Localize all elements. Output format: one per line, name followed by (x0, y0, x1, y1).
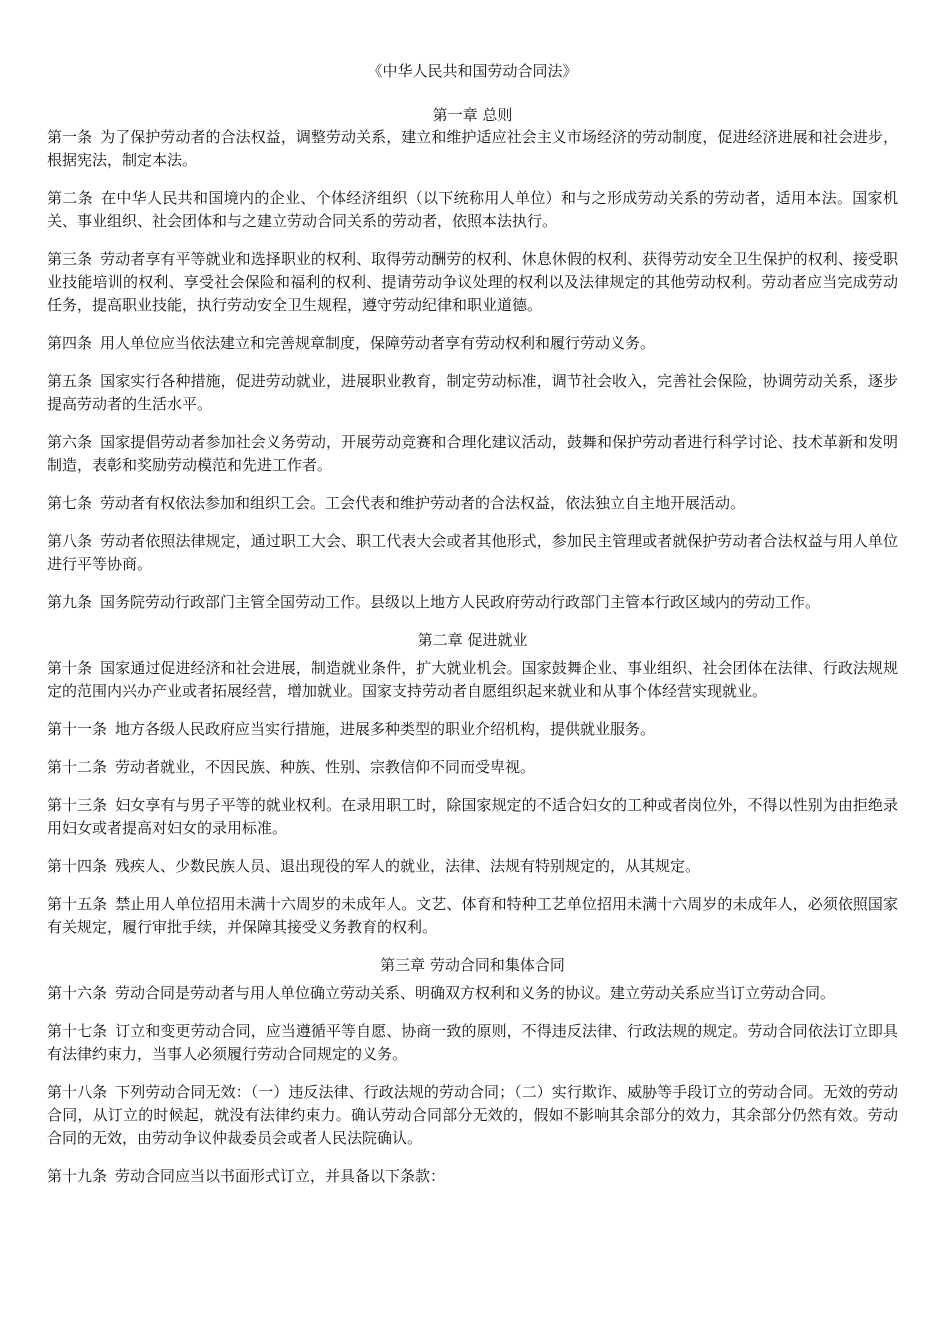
article-text: 地方各级人民政府应当实行措施，进展多种类型的职业介绍机构，提供就业服务。 (115, 720, 656, 738)
article-14 (47, 855, 898, 878)
article-16 (47, 982, 898, 1005)
article-number: 第十二条 (47, 758, 108, 776)
article-10 (47, 657, 898, 703)
article-17 (47, 1020, 898, 1066)
article-19 (47, 1165, 898, 1188)
article-number: 第八条 (47, 532, 93, 550)
article-11 (47, 718, 898, 741)
article-number: 第九条 (47, 593, 93, 611)
article-text: 为了保护劳动者的合法权益，调整劳动关系，建立和维护适应社会主义市场经济的劳动制度，促进经济进展和社会进步，根据宪法，制定本法。 (47, 128, 898, 169)
article-text: 国家实行各种措施，促进劳动就业，进展职业教育，制定劳动标准，调节社会收入，完善社会保险，协调劳动关系，逐步提高劳动者的生活水平。 (47, 372, 898, 413)
article-number: 第十四条 (47, 857, 108, 875)
chapter-title-3: 第三章 劳动合同和集体合同 (380, 956, 565, 974)
article-6 (47, 431, 898, 477)
article-number: 第十六条 (47, 984, 108, 1002)
article-text: 妇女享有与男子平等的就业权利。在录用职工时，除国家规定的不适合妇女的工种或者岗位外，不得以性别为由拒绝录用妇女或者提高对妇女的录用标准。 (47, 796, 898, 837)
article-15 (47, 893, 898, 939)
article-3 (47, 248, 898, 317)
article-number: 第十九条 (47, 1167, 108, 1185)
article-text: 下列劳动合同无效：（一）违反法律、行政法规的劳动合同；（二）实行欺诈、威胁等手段订立的劳动合同。无效的劳动合同，从订立的时候起，就没有法律约束力。确认劳动合同部分无效的，假如不影响其余部分的效力，其余部分仍然有效。劳动合同的无效，由劳动争议仲裁委员会或者人民法院确认。 (47, 1083, 898, 1147)
article-text: 劳动者有权依法参加和组织工会。工会代表和维护劳动者的合法权益，依法独立自主地开展活动。 (100, 494, 746, 512)
article-number: 第六条 (47, 433, 93, 451)
article-number: 第四条 (47, 334, 93, 352)
article-1 (47, 126, 898, 172)
article-5 (47, 370, 898, 416)
article-text: 在中华人民共和国境内的企业、个体经济组织（以下统称用人单位）和与之形成劳动关系的劳动者，适用本法。国家机关、事业组织、社会团体和与之建立劳动合同关系的劳动者，依照本法执行。 (47, 189, 898, 230)
article-number: 第十八条 (47, 1083, 108, 1101)
article-9 (47, 591, 898, 614)
article-number: 第七条 (47, 494, 93, 512)
article-text: 劳动合同是劳动者与用人单位确立劳动关系、明确双方权利和义务的协议。建立劳动关系应当订立劳动合同。 (115, 984, 836, 1002)
article-text: 用人单位应当依法建立和完善规章制度，保障劳动者享有劳动权利和履行劳动义务。 (100, 334, 656, 352)
article-text: 劳动合同应当以书面形式订立，并具备以下条款： (115, 1167, 446, 1185)
chapter-title-2: 第二章 促进就业 (417, 631, 528, 649)
article-number: 第五条 (47, 372, 93, 390)
article-number: 第十一条 (47, 720, 108, 738)
article-text: 国务院劳动行政部门主管全国劳动工作。县级以上地方人民政府劳动行政部门主管本行政区域内的劳动工作。 (100, 593, 821, 611)
article-4 (47, 332, 898, 355)
article-text: 国家通过促进经济和社会进展，制造就业条件，扩大就业机会。国家鼓舞企业、事业组织、社会团体在法律、行政法规规定的范围内兴办产业或者拓展经营，增加就业。国家支持劳动者自愿组织起来就业和从事个体经营实现就业。 (47, 659, 898, 700)
article-number: 第十条 (47, 659, 93, 677)
article-number: 第十七条 (47, 1022, 108, 1040)
chapter-title-1: 第一章 总则 (432, 106, 513, 124)
article-text: 国家提倡劳动者参加社会义务劳动，开展劳动竞赛和合理化建议活动，鼓舞和保护劳动者进行科学讨论、技术革新和发明制造，表彰和奖励劳动模范和先进工作者。 (47, 433, 898, 474)
article-number: 第一条 (47, 128, 93, 146)
article-number: 第十三条 (47, 796, 108, 814)
article-2 (47, 187, 898, 233)
article-12 (47, 756, 898, 779)
article-number: 第三条 (47, 250, 93, 268)
article-18 (47, 1081, 898, 1150)
article-text: 劳动者就业，不因民族、种族、性别、宗教信仰不同而受卑视。 (115, 758, 536, 776)
article-text: 禁止用人单位招用未满十六周岁的未成年人。文艺、体育和特种工艺单位招用未满十六周岁的未成年人，必须依照国家有关规定，履行审批手续，并保障其接受义务教育的权利。 (47, 895, 898, 936)
document-title: 《中华人民共和国劳动合同法》 (367, 62, 578, 80)
article-text: 残疾人、少数民族人员、退出现役的军人的就业，法律、法规有特别规定的，从其规定。 (115, 857, 701, 875)
article-text: 劳动者依照法律规定，通过职工大会、职工代表大会或者其他形式，参加民主管理或者就保护劳动者合法权益与用人单位进行平等协商。 (47, 532, 898, 573)
article-text: 劳动者享有平等就业和选择职业的权利、取得劳动酬劳的权利、休息休假的权利、获得劳动安全卫生保护的权利、接受职业技能培训的权利、享受社会保险和福利的权利、提请劳动争议处理的权利以及法律规定的其他劳动权利。劳动者应当完成劳动任务，提高职业技能，执行劳动安全卫生规程，遵守劳动纪律和职业道德。 (47, 250, 898, 314)
article-7 (47, 492, 898, 515)
article-13 (47, 794, 898, 840)
article-text: 订立和变更劳动合同，应当遵循平等自愿、协商一致的原则，不得违反法律、行政法规的规定。劳动合同依法订立即具有法律约束力，当事人必须履行劳动合同规定的义务。 (47, 1022, 898, 1063)
article-number: 第二条 (47, 189, 93, 207)
article-8 (47, 530, 898, 576)
article-number: 第十五条 (47, 895, 108, 913)
